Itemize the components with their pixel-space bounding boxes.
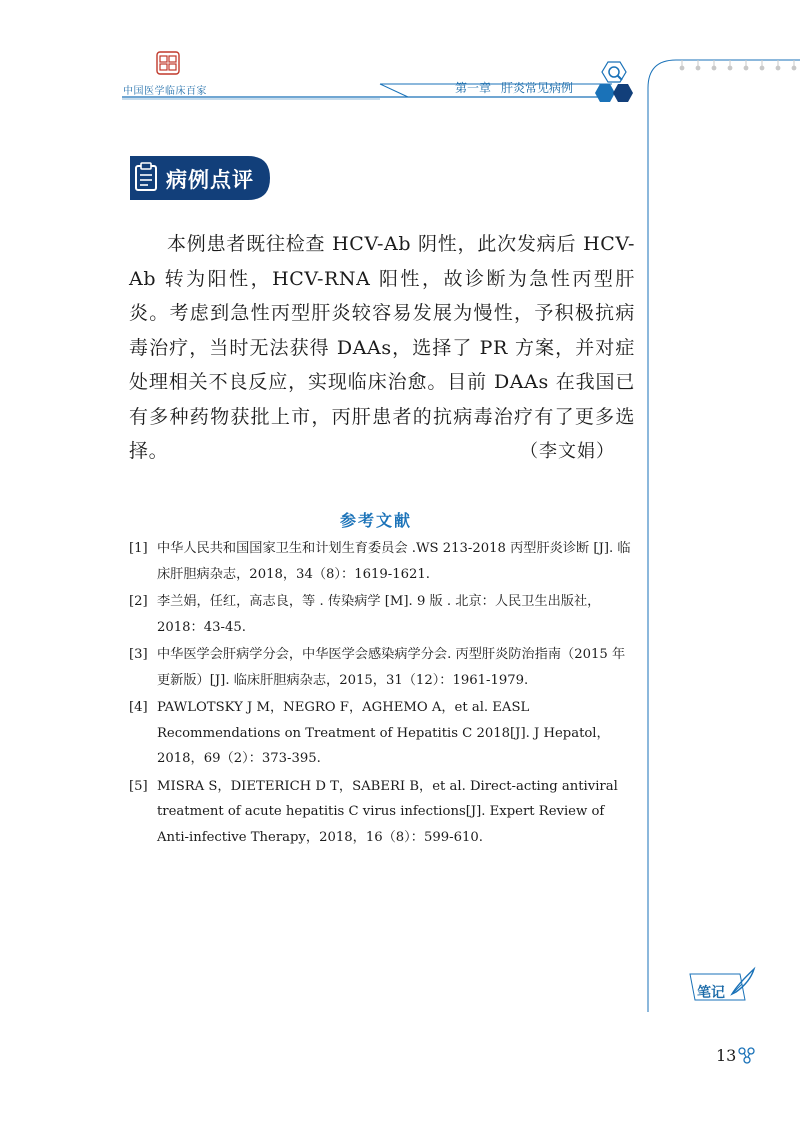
reference-text: 中华医学会肝病学分会，中华医学会感染病学分会. 丙型肝炎防治指南（2015 年更新版）[J]. 临床肝胆病杂志，2015，31（12）：1961-1979. — [157, 647, 626, 688]
reference-number: [5] — [129, 778, 148, 794]
reference-text: PAWLOTSKY J M，NEGRO F，AGHEMO A，et al. EASL Recommendations on Treatment of Hepatitis C 2018[J]. J Hepatol，2018，69（2）：373-395. — [157, 700, 610, 766]
reference-number: [2] — [129, 594, 148, 609]
author-credit: （李文娟） — [520, 441, 615, 462]
reference-number: [4] — [129, 700, 148, 715]
references-heading: 参考文献 — [340, 511, 413, 530]
notes-label: 笔记 — [697, 985, 725, 1001]
reference-text: MISRA S，DIETERICH D T，SABERI B，et al. Direct-acting antiviral treatment of acute hepatitis C virus infections[J]. Expert Review of Anti-infective Therapy，2018，16（8）：599-610. — [157, 778, 618, 845]
section-title: 病例点评 — [166, 168, 254, 192]
molecule-icon — [738, 1046, 756, 1064]
chapter-title: 肝炎常见病例 — [501, 81, 574, 95]
chapter-number: 第一章 — [455, 81, 492, 95]
quill-pen-icon — [728, 966, 758, 998]
brand-name: 中国医学临床百家 — [123, 86, 207, 97]
case-commentary-paragraph: 本例患者既往检查 HCV-Ab 阴性，此次发病后 HCV-Ab 转为阳性，HCV-RNA 阳性，故诊断为急性丙型肝炎。考虑到急性丙型肝炎较容易发展为慢性，予积极抗病毒治疗，当时无法获得 DAAs，选择了 PR 方案，并对症处理相关不良反应，实现临床治愈。目前 DAAs 在我国已有多种药物获批上市，丙肝患者的抗病毒治疗有了更多选择。 — [129, 233, 635, 462]
reference-text: 李兰娟，任红，高志良，等 . 传染病学 [M]. 9 版 . 北京：人民卫生出版社，2018：43-45. — [157, 594, 601, 635]
reference-number: [1] — [129, 541, 148, 556]
reference-text: 中华人民共和国国家卫生和计划生育委员会 .WS 213-2018 丙型肝炎诊断 [J]. 临床肝胆病杂志，2018，34（8）：1619-1621. — [157, 541, 631, 582]
reference-number: [3] — [129, 647, 148, 662]
page-number: 13 — [716, 1046, 737, 1065]
